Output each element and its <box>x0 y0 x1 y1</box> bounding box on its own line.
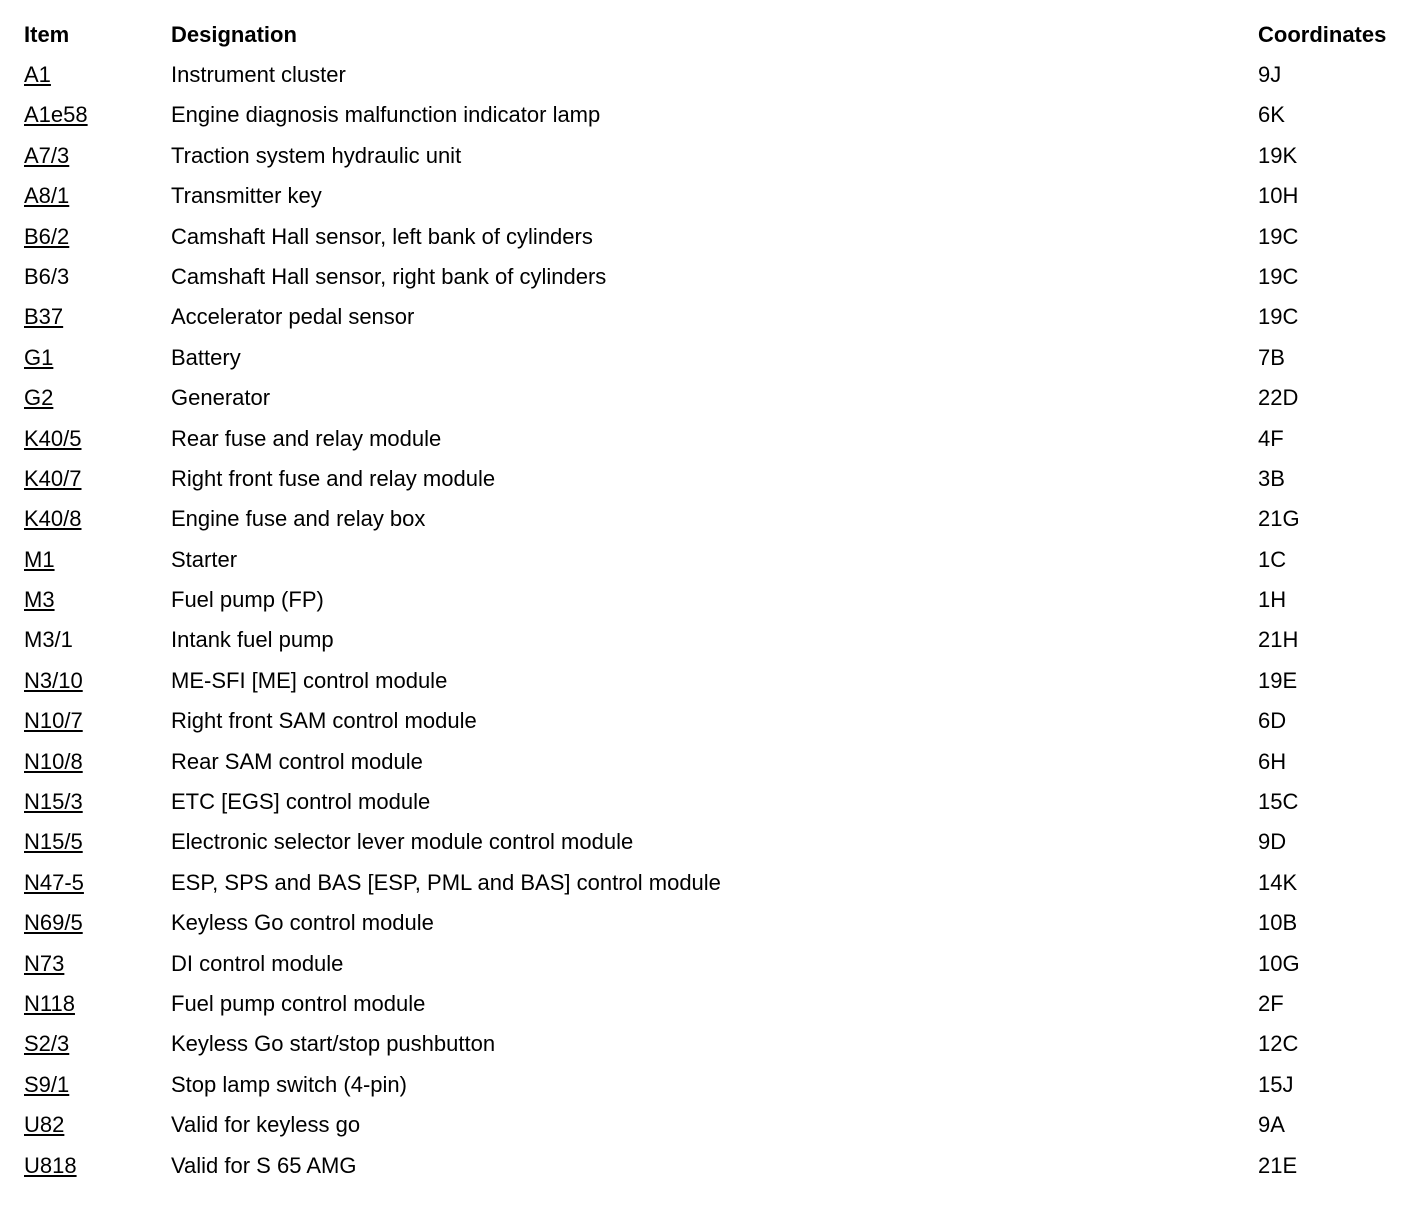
designation-cell: Valid for keyless go <box>171 1112 361 1138</box>
item-link[interactable]: N10/8 <box>24 748 83 774</box>
coordinates-cell: 21G <box>1258 506 1300 532</box>
coordinates-cell: 6K <box>1258 102 1285 128</box>
designation-cell: Fuel pump (FP) <box>171 587 324 613</box>
item-label: M3/1 <box>24 627 73 653</box>
designation-cell: Camshaft Hall sensor, right bank of cylinders <box>171 263 607 289</box>
table-row <box>0 989 1408 1029</box>
table-row <box>0 1070 1408 1110</box>
item-link[interactable]: G1 <box>24 344 54 370</box>
table-row <box>0 949 1408 989</box>
coordinates-cell: 9J <box>1258 62 1282 87</box>
table-header <box>0 22 1408 50</box>
coordinates-cell: 1H <box>1258 587 1287 613</box>
table-row <box>0 181 1408 221</box>
coordinates-cell: 2F <box>1258 990 1284 1016</box>
coordinates-cell: 15C <box>1258 789 1299 815</box>
designation-cell: Instrument cluster <box>171 62 346 87</box>
designation-cell: Electronic selector lever module control module <box>171 829 634 855</box>
coordinates-cell: 10G <box>1258 950 1300 976</box>
table-row <box>0 1151 1408 1191</box>
item-link[interactable]: A1 <box>24 62 51 87</box>
designation-cell: Fuel pump control module <box>171 990 426 1016</box>
coordinates-cell: 10B <box>1258 910 1298 936</box>
designation-cell: Transmitter key <box>171 183 322 209</box>
table-row <box>0 666 1408 706</box>
table-row <box>0 141 1408 181</box>
coordinates-cell: 21H <box>1258 627 1299 653</box>
table-row <box>0 100 1408 140</box>
table-row <box>0 545 1408 585</box>
coordinates-cell: 4F <box>1258 425 1284 451</box>
coordinates-cell: 19E <box>1258 667 1298 693</box>
designation-cell: Stop lamp switch (4-pin) <box>171 1071 407 1097</box>
item-link[interactable]: K40/8 <box>24 506 82 532</box>
item-link[interactable]: A1e58 <box>24 102 88 128</box>
coordinates-cell: 19C <box>1258 304 1299 330</box>
table-row <box>0 787 1408 827</box>
table-row <box>0 1110 1408 1150</box>
table-row <box>0 1029 1408 1069</box>
table-row <box>0 706 1408 746</box>
designation-cell: ESP, SPS and BAS [ESP, PML and BAS] control module <box>171 869 721 895</box>
item-link[interactable]: N15/5 <box>24 829 83 855</box>
table-row <box>0 383 1408 423</box>
designation-cell: Starter <box>171 546 238 572</box>
designation-cell: Rear SAM control module <box>171 748 423 774</box>
item-link[interactable]: A8/1 <box>24 183 70 209</box>
designation-cell: Traction system hydraulic unit <box>171 142 462 168</box>
table-row <box>0 908 1408 948</box>
designation-cell: Camshaft Hall sensor, left bank of cylinders <box>171 223 593 249</box>
coordinates-cell: 1C <box>1258 546 1287 572</box>
item-link[interactable]: B6/2 <box>24 223 70 249</box>
designation-cell: Accelerator pedal sensor <box>171 304 415 330</box>
table-row <box>0 747 1408 787</box>
table-row <box>0 262 1408 302</box>
table-row <box>0 585 1408 625</box>
item-link[interactable]: A7/3 <box>24 142 70 168</box>
item-link[interactable]: M1 <box>24 546 55 572</box>
table-row <box>0 424 1408 464</box>
table-row <box>0 504 1408 544</box>
item-label: B6/3 <box>24 263 70 289</box>
item-link[interactable]: N73 <box>24 950 65 976</box>
item-link[interactable]: B37 <box>24 304 64 330</box>
item-link[interactable]: U818 <box>24 1152 77 1178</box>
designation-cell: Right front SAM control module <box>171 708 477 734</box>
designation-cell: Engine fuse and relay box <box>171 506 426 532</box>
table-row <box>0 625 1408 665</box>
item-link[interactable]: N15/3 <box>24 789 83 815</box>
coordinates-cell: 19C <box>1258 223 1299 249</box>
coordinates-cell: 15J <box>1258 1071 1294 1097</box>
table-body <box>0 60 1408 1191</box>
table-row <box>0 222 1408 262</box>
designation-cell: Engine diagnosis malfunction indicator lamp <box>171 102 601 128</box>
coordinates-cell: 21E <box>1258 1152 1298 1178</box>
item-link[interactable]: U82 <box>24 1112 65 1138</box>
designation-cell: DI control module <box>171 950 344 976</box>
coordinates-cell: 6H <box>1258 748 1287 774</box>
designation-cell: Keyless Go start/stop pushbutton <box>171 1031 496 1057</box>
coordinates-cell: 14K <box>1258 869 1298 895</box>
coordinates-cell: 9D <box>1258 829 1287 855</box>
designation-cell: Intank fuel pump <box>171 627 334 653</box>
header-designation: Designation <box>171 22 297 47</box>
table-row <box>0 60 1408 100</box>
table-row <box>0 868 1408 908</box>
item-link[interactable]: M3 <box>24 587 55 613</box>
designation-cell: ME-SFI [ME] control module <box>171 667 448 693</box>
designation-cell: Valid for S 65 AMG <box>171 1152 357 1178</box>
item-link[interactable]: K40/7 <box>24 465 82 491</box>
item-link[interactable]: N47-5 <box>24 869 84 895</box>
coordinates-cell: 10H <box>1258 183 1299 209</box>
designation-cell: ETC [EGS] control module <box>171 789 431 815</box>
coordinates-cell: 3B <box>1258 465 1285 491</box>
coordinates-cell: 6D <box>1258 708 1287 734</box>
table-row <box>0 827 1408 867</box>
header-item: Item <box>24 22 70 47</box>
designation-cell: Keyless Go control module <box>171 910 434 936</box>
item-link[interactable]: S9/1 <box>24 1071 70 1097</box>
item-link[interactable]: N69/5 <box>24 910 83 936</box>
coordinates-cell: 7B <box>1258 344 1285 370</box>
item-link[interactable]: K40/5 <box>24 425 82 451</box>
table-row <box>0 302 1408 342</box>
table-row <box>0 343 1408 383</box>
designation-cell: Generator <box>171 385 271 411</box>
coordinates-cell: 19C <box>1258 263 1299 289</box>
item-link[interactable]: G2 <box>24 385 54 411</box>
item-link[interactable]: N118 <box>24 990 75 1016</box>
item-link[interactable]: S2/3 <box>24 1031 70 1057</box>
header-coordinates: Coordinates <box>1258 22 1387 47</box>
coordinates-cell: 22D <box>1258 385 1299 411</box>
item-link[interactable]: N10/7 <box>24 708 83 734</box>
item-link[interactable]: N3/10 <box>24 667 83 693</box>
designation-cell: Rear fuse and relay module <box>171 425 442 451</box>
coordinates-cell: 9A <box>1258 1112 1285 1138</box>
coordinates-cell: 12C <box>1258 1031 1299 1057</box>
coordinates-cell: 19K <box>1258 142 1298 168</box>
table-row <box>0 464 1408 504</box>
designation-cell: Right front fuse and relay module <box>171 465 496 491</box>
designation-cell: Battery <box>171 344 241 370</box>
